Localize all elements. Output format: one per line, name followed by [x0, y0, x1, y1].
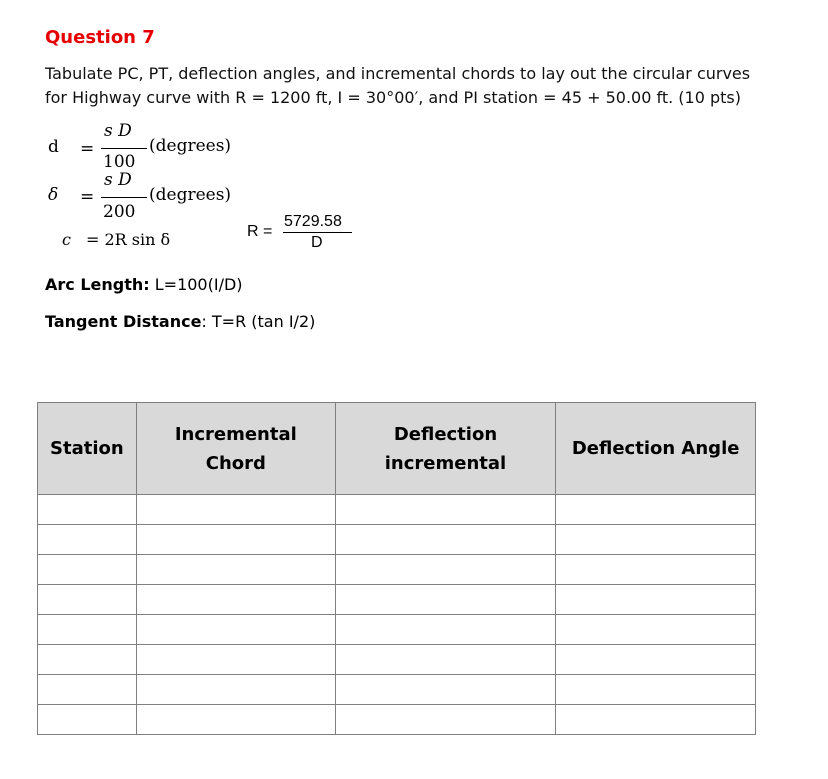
- header-deflection-incremental: [335, 403, 556, 495]
- table-row: [38, 645, 756, 675]
- question-text-line-2: for Highway curve with R = 1200 ft, I = 30°00′, and PI station = 45 + 50.00 ft. (10 pts): [45, 87, 741, 107]
- cell-incremental-chord[interactable]: [136, 615, 335, 645]
- cell-station[interactable]: [38, 705, 137, 735]
- formula-delta-unit: (degrees): [149, 185, 232, 205]
- cell-deflection-incremental[interactable]: [335, 585, 556, 615]
- cell-station[interactable]: [38, 525, 137, 555]
- cell-deflection-angle[interactable]: [556, 645, 756, 675]
- cell-deflection-incremental[interactable]: [335, 525, 556, 555]
- cell-deflection-angle[interactable]: [556, 585, 756, 615]
- header-deflection-incremental-line-1: Deflection: [393, 423, 498, 445]
- cell-station[interactable]: [38, 555, 137, 585]
- cell-incremental-chord[interactable]: [136, 675, 335, 705]
- header-incremental-chord-line-2: Chord: [205, 452, 266, 474]
- formula-delta-denominator: 200: [103, 202, 136, 222]
- cell-deflection-angle[interactable]: [556, 495, 756, 525]
- table-row: [38, 615, 756, 645]
- cell-deflection-incremental[interactable]: [335, 675, 556, 705]
- formula-delta-lhs: δ: [48, 185, 59, 205]
- tangent-distance-label: Tangent Distance: [45, 312, 202, 331]
- cell-deflection-angle[interactable]: [556, 555, 756, 585]
- formula-d-lhs: d: [48, 137, 59, 157]
- header-station: Station: [38, 403, 137, 495]
- formula-d-denominator: 100: [103, 152, 136, 172]
- cell-incremental-chord[interactable]: [136, 645, 335, 675]
- cell-incremental-chord[interactable]: [136, 495, 335, 525]
- cell-deflection-angle[interactable]: [556, 615, 756, 645]
- cell-station[interactable]: [38, 645, 137, 675]
- cell-deflection-incremental[interactable]: [335, 495, 556, 525]
- cell-incremental-chord[interactable]: [136, 585, 335, 615]
- table-row: [38, 705, 756, 735]
- table-row: [38, 555, 756, 585]
- formula-d-equals: =: [80, 139, 95, 159]
- formula-delta-fraction-bar: [101, 197, 147, 198]
- tangent-distance-line: [45, 312, 315, 331]
- table-row: [38, 675, 756, 705]
- cell-deflection-incremental[interactable]: [335, 705, 556, 735]
- header-incremental-chord-line-1: Incremental: [174, 423, 297, 445]
- cell-deflection-angle[interactable]: [556, 525, 756, 555]
- arc-length-formula: L=100(I/D): [154, 275, 243, 294]
- formula-radius-numerator: 5729.58: [284, 213, 342, 230]
- formula-d-numerator: s D: [104, 121, 132, 141]
- formula-radius-lhs: R =: [247, 223, 273, 240]
- cell-station[interactable]: [38, 675, 137, 705]
- header-incremental-chord: [136, 403, 335, 495]
- header-deflection-angle: Deflection Angle: [556, 403, 756, 495]
- table-row: [38, 495, 756, 525]
- cell-station[interactable]: [38, 585, 137, 615]
- formula-chord-rhs: = 2R sin δ: [86, 230, 171, 249]
- table-row: [38, 525, 756, 555]
- cell-incremental-chord[interactable]: [136, 525, 335, 555]
- question-text: [45, 62, 785, 109]
- table-row: [38, 585, 756, 615]
- cell-station[interactable]: [38, 495, 137, 525]
- cell-deflection-incremental[interactable]: [335, 645, 556, 675]
- arc-length-line: [45, 275, 243, 294]
- arc-length-label: Arc Length:: [45, 275, 150, 294]
- question-title: Question 7: [45, 27, 155, 48]
- question-text-line-1: Tabulate PC, PT, deflection angles, and incremental chords to lay out the circular curves: [45, 64, 751, 83]
- layout-table: [37, 402, 756, 735]
- cell-deflection-angle[interactable]: [556, 675, 756, 705]
- cell-deflection-incremental[interactable]: [335, 615, 556, 645]
- cell-deflection-incremental[interactable]: [335, 555, 556, 585]
- cell-deflection-angle[interactable]: [556, 705, 756, 735]
- cell-incremental-chord[interactable]: [136, 705, 335, 735]
- formula-chord-lhs: c: [62, 230, 71, 249]
- formula-d-fraction-bar: [101, 148, 147, 149]
- formula-radius-denominator: D: [311, 234, 323, 251]
- formula-delta-numerator: s D: [104, 170, 132, 190]
- formula-delta-equals: =: [80, 187, 95, 207]
- formula-d-unit: (degrees): [149, 136, 232, 156]
- table-header-row: [38, 403, 756, 495]
- formula-radius-fraction-bar: [283, 232, 352, 233]
- cell-incremental-chord[interactable]: [136, 555, 335, 585]
- tangent-distance-formula: : T=R (tan I/2): [201, 312, 316, 331]
- header-deflection-incremental-line-2: incremental: [384, 452, 507, 474]
- cell-station[interactable]: [38, 615, 137, 645]
